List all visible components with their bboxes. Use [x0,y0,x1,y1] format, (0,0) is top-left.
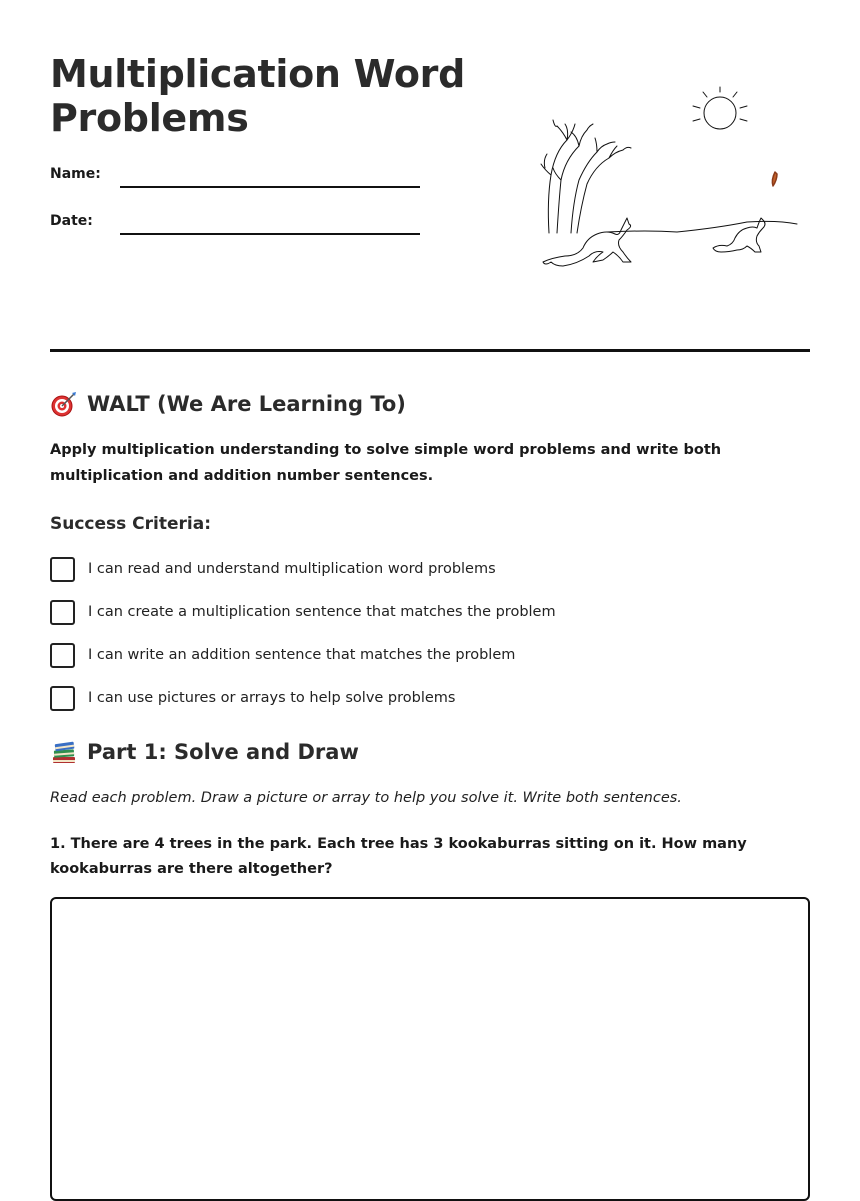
answer-box-1[interactable] [50,897,810,1201]
criteria-item [50,600,810,643]
walt-description: Apply multiplication understanding to solve simple word problems and write both multiplication and addition number sentences. [50,442,722,484]
worksheet-page [50,0,810,1161]
boomerang-icon [772,172,777,186]
kangaroo-icon [543,218,631,266]
criteria-item [50,686,810,729]
part1-heading [50,738,359,766]
part1-instructions: Read each problem. Draw a picture or array to help you solve it. Write both sentences. [50,790,682,806]
walt-heading [50,390,406,418]
page-title: Multiplication Word Problems [50,52,465,140]
criteria-label: I can read and understand multiplication word problems [88,561,496,577]
criteria-item [50,643,810,686]
criteria-checkbox[interactable] [50,686,75,711]
criteria-label: I can use pictures or arrays to help solve problems [88,690,456,706]
part1-heading-text: Part 1: Solve and Draw [87,740,359,764]
date-label: Date: [50,213,93,229]
books-emoji-icon [50,738,78,766]
criteria-checkbox[interactable] [50,600,75,625]
success-criteria-heading: Success Criteria: [50,514,212,534]
ground-line [607,221,797,232]
target-emoji-icon [50,390,78,418]
sun-icon [693,87,747,129]
outback-scene-icon [537,80,807,275]
header-divider [50,349,810,352]
criteria-label: I can write an addition sentence that matches the problem [88,647,516,663]
date-field[interactable] [50,211,420,237]
criteria-checkbox[interactable] [50,643,75,668]
criteria-label: I can create a multiplication sentence that matches the problem [88,604,556,620]
tree-icon [541,120,631,233]
question-1: 1. There are 4 trees in the park. Each tree has 3 kookaburras sitting on it. How many kookaburras are there altogether? [50,836,747,877]
name-label: Name: [50,166,101,182]
walt-heading-text: WALT (We Are Learning To) [87,392,406,416]
criteria-checkbox[interactable] [50,557,75,582]
name-line[interactable] [120,186,420,188]
date-line[interactable] [120,233,420,235]
criteria-item [50,557,810,600]
success-criteria-list [50,557,810,729]
name-field[interactable] [50,164,420,190]
worksheet-header [50,0,810,352]
